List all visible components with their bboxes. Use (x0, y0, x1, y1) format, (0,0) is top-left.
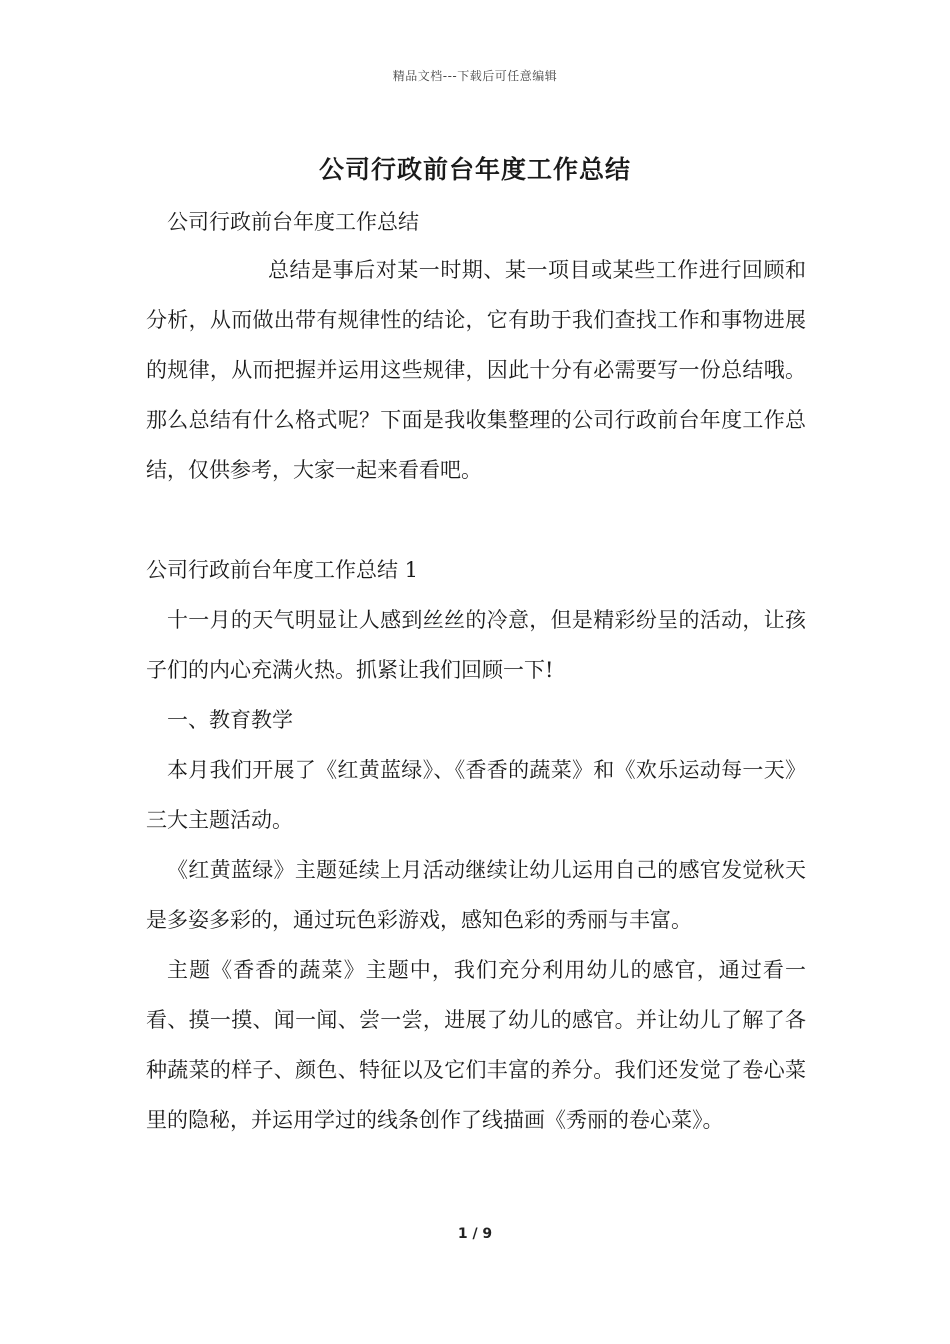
document-title: 公司行政前台年度工作总结 (318, 155, 631, 184)
paragraph-5: 主题《香香的蔬菜》主题中，我们充分利用幼儿的感官，通过看一看、摸一摸、闻一闻、尝一尝，进展了幼儿的感官。并让幼儿了解了各种蔬菜的样子、颜色、特征以及它们丰富的养分。我们还发觉了卷心菜里的隐秘，并运用学过的线条创作了线描画《秀丽的卷心菜》。 (146, 958, 806, 1132)
paragraph-3: 本月我们开展了《红黄蓝绿》、《香香的蔬菜》和《欢乐运动每一天》三大主题活动。 (146, 758, 806, 832)
paragraph-1: 十一月的天气明显让人感到丝丝的冷意，但是精彩纷呈的活动，让孩子们的内心充满火热。抓紧让我们回顾一下! (146, 608, 806, 682)
page-header: 精品文档---下载后可任意编辑 (392, 69, 558, 83)
paragraph-4: 《红黄蓝绿》主题延续上月活动继续让幼儿运用自己的感官发觉秋天是多姿多彩的，通过玩色彩游戏，感知色彩的秀丽与丰富。 (146, 858, 806, 932)
page-number: 1 / 9 (457, 1226, 493, 1242)
section-heading-1: 公司行政前台年度工作总结 1 (146, 558, 419, 582)
document-subtitle: 公司行政前台年度工作总结 (167, 210, 419, 234)
intro-paragraph: 总结是事后对某一时期、某一项目或某些工作进行回顾和分析，从而做出带有规律性的结论，它有助于我们查找工作和事物进展的规律，从而把握并运用这些规律，因此十分有必需要写一份总结哦。那么总结有什么格式呢？下面是我收集整理的公司行政前台年度工作总结，仅供参考，大家一起来看看吧。 (146, 258, 806, 482)
subheading-education: 一、教育教学 (167, 708, 293, 732)
